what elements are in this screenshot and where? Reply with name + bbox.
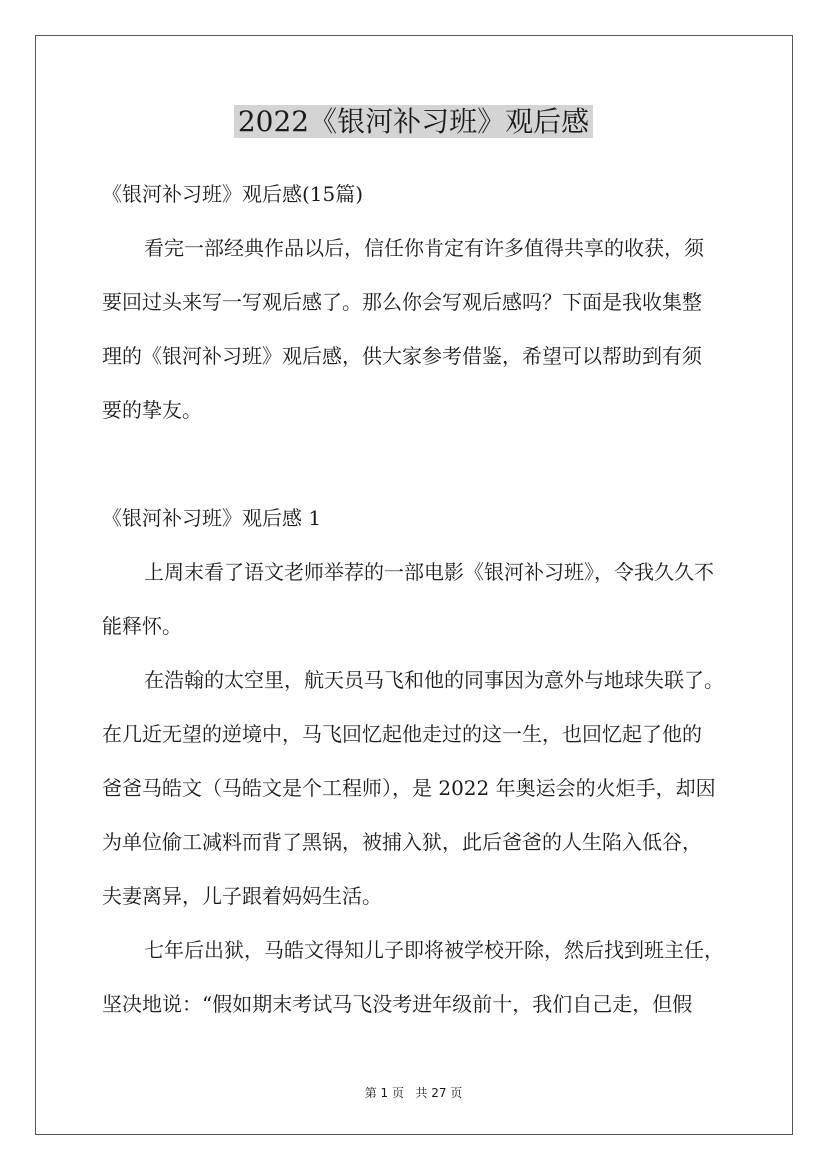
section-heading: 《银河补习班》观后感 1 (102, 506, 322, 530)
paragraph-line: 在几近无望的逆境中，马飞回忆起他走过的这一生，也回忆起了他的 (102, 722, 702, 746)
document-subtitle: 《银河补习班》观后感(15篇) (102, 182, 364, 206)
paragraph-line: 要回过头来写一写观后感了。那么你会写观后感吗？下面是我收集整 (102, 290, 702, 314)
paragraph-line: 为单位偷工减料而背了黑锅，被捕入狱，此后爸爸的人生陷入低谷， (102, 830, 702, 854)
paragraph-line: 要的挚友。 (102, 398, 202, 422)
paragraph-line: 上周末看了语文老师举荐的一部电影《银河补习班》，令我久久不 (144, 560, 714, 584)
paragraph-line: 坚决地说：“假如期末考试马飞没考进年级前十，我们自己走，但假 (102, 992, 693, 1016)
paragraph-line: 理的《银河补习班》观后感，供大家参考借鉴，希望可以帮助到有须 (102, 344, 702, 368)
page-footer (0, 1084, 827, 1101)
paragraph-line: 在浩翰的太空里，航天员马飞和他的同事因为意外与地球失联了。 (144, 668, 724, 692)
paragraph-line: 夫妻离异，儿子跟着妈妈生活。 (102, 884, 382, 908)
paragraph-line: 七年后出狱，马皓文得知儿子即将被学校开除，然后找到班主任， (144, 938, 724, 962)
paragraph-line: 看完一部经典作品以后，信任你肯定有许多值得共享的收获，须 (144, 236, 704, 260)
document-title (0, 98, 827, 146)
paragraph-line: 能释怀。 (102, 614, 182, 638)
document-title-text: 2022《银河补习班》观后感 (234, 105, 593, 138)
page-number: 第 1 页 (364, 1086, 404, 1100)
paragraph-line: 爸爸马皓文（马皓文是个工程师），是 2022 年奥运会的火炬手，却因 (102, 776, 716, 800)
page-total: 共 27 页 (415, 1086, 463, 1100)
